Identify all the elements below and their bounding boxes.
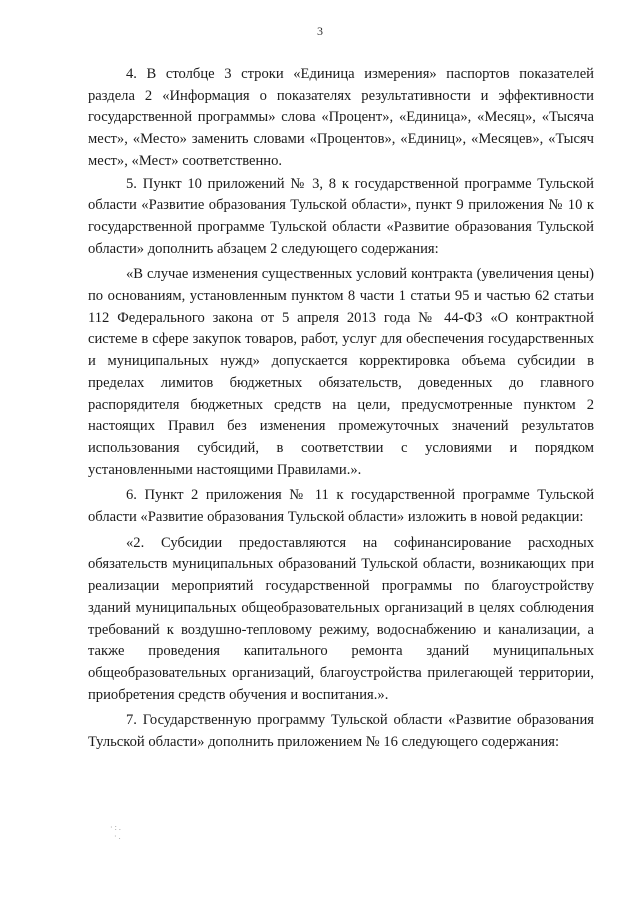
paragraph-item-7: 7. Государственную программу Тульской области «Развитие образования Тульской области» дополнить приложением № 16 следующего содержания:: [88, 712, 594, 751]
paragraph-item-4: 4. В столбце 3 строки «Единица измерения» паспортов показателей раздела 2 «Информация о показателях результативности и эффективности государственной программы» слова «Процент», «Единица», «Месяц», «Тысяча мест», «Место» заменить словами «Процентов», «Единиц», «Месяцев», «Тысяч мест», «Мест» соответственно.: [88, 66, 594, 169]
paragraph-item-5: 5. Пункт 10 приложений № 3, 8 к государственной программе Тульской области «Развитие образования Тульской области», пункт 9 приложения № 10 к государственной программе Тульской области «Развитие образования Тульской области» дополнить абзацем 2 следующего содержания:: [88, 175, 594, 257]
scan-artifact: ·:. ·.: [110, 823, 123, 841]
document-body: [88, 64, 594, 755]
paragraph-quote-subsidies: «2. Субсидии предоставляются на софинансирование расходных обязательств муниципальных образований Тульской области, возникающих при реализации мероприятий государственной программы по благоустройству зданий муниципальных общеобразовательных организаций в целях соблюдения требований к воздушно-тепловому режиму, водоснабжению и канализации, а также проведения капитального ремонта зданий муниципальных общеобразовательных организаций, благоустройства прилегающей территории, приобретения средств обучения и воспитания.».: [88, 534, 594, 703]
page-number: 3: [317, 24, 323, 38]
paragraph-item-6: 6. Пункт 2 приложения № 11 к государственной программе Тульской области «Развитие образования Тульской области» изложить в новой редакции:: [88, 487, 594, 526]
paragraph-quote-rule: «В случае изменения существенных условий контракта (увеличения цены) по основаниям, установленным пунктом 8 части 1 статьи 95 и частью 62 статьи 112 Федерального закона от 5 апреля 2013 года № 44-ФЗ «О контрактной системе в сфере закупок товаров, работ, услуг для обеспечения государственных и муниципальных нужд» допускается корректировка объема субсидии в пределах лимитов бюджетных обязательств, доведенных до главного распорядителя бюджетных средств на цели, предусмотренные пунктом 2 настоящих Правил без изменения промежуточных значений результатов использования субсидий, в соответствии с условиями и порядком установленными настоящими Правилами.».: [88, 266, 594, 478]
